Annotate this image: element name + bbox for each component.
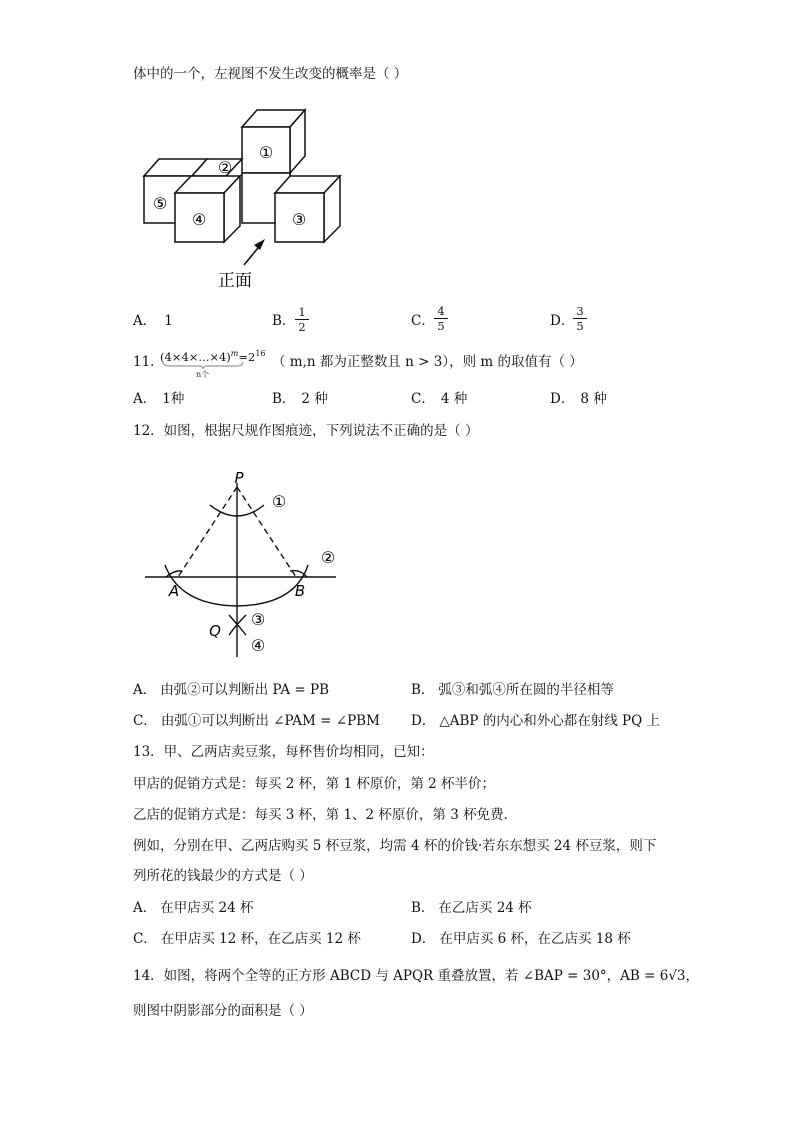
- q11-underbrace-label: n个: [196, 370, 210, 379]
- q13-line-1: 甲店的促销方式是：每买 2 杯，第 1 杯原价，第 2 杯半价；: [133, 776, 496, 792]
- q11-option-c: C． 4 种: [411, 391, 468, 407]
- q12-construction-figure: [140, 465, 360, 665]
- arc-label-2: ②: [320, 548, 336, 567]
- arc-label-1: ①: [271, 492, 287, 511]
- q13-line-2: 乙店的促销方式是：每买 3 杯，第 1、2 杯原价，第 3 杯免费．: [133, 807, 518, 823]
- q14-stem: 14．如图，将两个全等的正方形 ABCD 与 APQR 重叠放置，若 ∠BAP = 30°，AB = 6√3，: [133, 968, 700, 984]
- q12-stem: 12．如图，根据尺规作图痕迹，下列说法不正确的是（ ）: [133, 423, 479, 439]
- q13-option-b: B． 在乙店买 24 杯: [411, 900, 532, 916]
- q10-option-c-letter: C．: [411, 313, 435, 329]
- q13-stem: 13．甲、乙两店卖豆浆，每杯售价均相同，已知：: [133, 744, 434, 760]
- q10-option-a: A． 1: [133, 313, 173, 329]
- q13-line-3: 例如，分别在甲、乙两店购买 5 杯豆浆，均需 4 杯的价钱·若东东想买 24 杯豆浆，则下: [133, 838, 657, 854]
- q10-stem-tail: 体中的一个，左视图不发生改变的概率是（ ）: [133, 66, 408, 82]
- q10-option-b-letter: B．: [272, 313, 296, 329]
- q11-expression: $(4\times 4\times...\times 4)^m=2^{16}$: [160, 349, 266, 364]
- q11-condition: （ m,n 都为正整数且 n > 3），则 m 的取值有（ ）: [272, 354, 583, 370]
- arc-label-4: ④: [250, 636, 266, 655]
- front-label: 正面: [218, 271, 252, 291]
- cube-label-2: ②: [217, 158, 233, 177]
- label-p: P: [234, 469, 244, 487]
- arc-label-3: ③: [250, 610, 266, 629]
- q11-underbrace: [162, 361, 244, 369]
- label-a: A: [168, 582, 180, 600]
- q11-option-d: D． 8 种: [550, 391, 607, 407]
- q13-line-4: 列所花的钱最少的方式是（ ）: [133, 868, 313, 884]
- q13-option-a: A． 在甲店买 24 杯: [133, 900, 254, 916]
- label-b: B: [294, 582, 306, 600]
- label-q: Q: [209, 622, 221, 640]
- q10-option-d-letter: D．: [550, 313, 575, 329]
- cube-label-5: ⑤: [152, 194, 168, 213]
- q14-line-2: 则图中阴影部分的面积是（ ）: [133, 1003, 313, 1019]
- q10-option-b-fraction: $\frac{1}{2}$: [295, 306, 309, 333]
- cube-label-3: ③: [291, 210, 307, 229]
- q10-cube-figure: [138, 100, 358, 295]
- q12-option-c: C． 由弧①可以判断出 ∠PAM = ∠PBM: [133, 713, 380, 729]
- q10-option-d-fraction: $\frac{3}{5}$: [573, 305, 587, 332]
- q11-option-a: A． 1种: [133, 391, 185, 407]
- q11-number: 11．: [133, 354, 164, 370]
- q12-option-d: D． △ABP 的内心和外心都在射线 PQ 上: [411, 713, 660, 729]
- q12-option-a: A． 由弧②可以判断出 PA = PB: [133, 682, 330, 698]
- q12-option-b: B． 弧③和弧④所在圆的半径相等: [411, 682, 614, 698]
- cube-label-1: ①: [258, 143, 274, 162]
- q11-option-b: B． 2 种: [272, 391, 328, 407]
- q13-option-c: C． 在甲店买 12 杯，在乙店买 12 杯: [133, 931, 361, 947]
- q13-option-d: D． 在甲店买 6 杯，在乙店买 18 杯: [411, 931, 631, 947]
- q10-option-c-fraction: $\frac{4}{5}$: [434, 305, 448, 332]
- cube-label-4: ④: [191, 210, 207, 229]
